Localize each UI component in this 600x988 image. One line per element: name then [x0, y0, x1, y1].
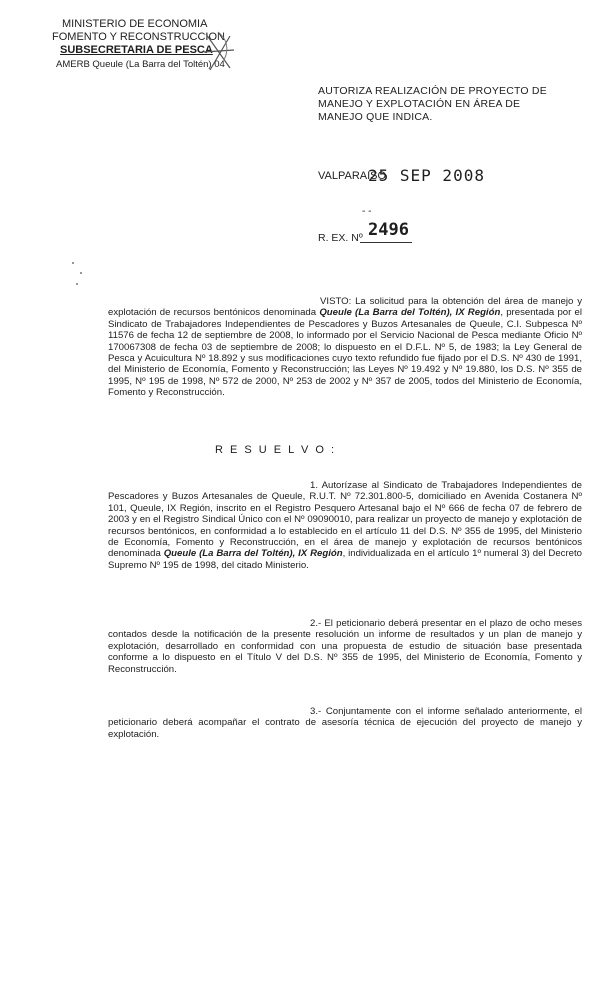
resolution-subject: AUTORIZA REALIZACIÓN DE PROYECTO DE MANEJO Y EXPLOTACIÓN EN ÁREA DE MANEJO QUE INDICA. [318, 85, 547, 123]
rex-label: R. EX. Nº [318, 232, 363, 244]
visto-label: VISTO: [320, 296, 352, 307]
scan-speck [76, 283, 78, 285]
article-2-text: El peticionario deberá presentar en el plazo de ocho meses contados desde la notificación de la presente resolución un informe de resultados y un plan de manejo y explotación, desarrollado en conformidad con una propuesta de estudio de situación base presentada conforme a lo dispuesto en el Título V del D.S. Nº 355 de 1995, del Ministerio de Economía, Fomento y Reconstrucción. [108, 618, 582, 675]
amerb-reference: AMERB Queule (La Barra del Toltén) 04 [56, 59, 225, 70]
resuelvo-heading: R E S U E L V O : [215, 444, 337, 456]
rex-underline [360, 242, 412, 243]
article-2-number: 2.- [310, 618, 322, 629]
ministry-line-2: FOMENTO Y RECONSTRUCCION [52, 31, 225, 43]
article-3-number: 3.- [310, 706, 322, 717]
ministry-line-1: MINISTERIO DE ECONOMIA [62, 18, 208, 30]
article-1-text-1: Autorízase al Sindicato de Trabajadores Independientes de Pescadores y Buzos Artesanales de Queule, R.U.T. Nº 72.301.800-5, domiciliado en Avenida Costanera Nº 101, Queule, IX Región, inscrito en el Registro Pesquero Artesanal bajo el Nº 666 de fecha 07 de febrero de 2003 y en el Registro Sindical Único con el Nº 09090010, para realizar un proyecto de manejo y explotación de recursos bentónicos, en conformidad a lo establecido en el artículo 11 del D.S. Nº 355 de 1995, del Ministerio de Economía, Fomento y Reconstrucción, en el área de manejo y explotación de recursos bentónicos denominada [108, 480, 582, 560]
place-label: VALPARAISO [318, 170, 387, 182]
article-1-number: 1. [310, 480, 319, 491]
article-2 [108, 618, 582, 675]
article-3-text: Conjuntamente con el informe señalado anteriormente, el peticionario deberá acompañar el contrato de asesoría técnica de ejecución del proyecto de manejo y explotación. [108, 706, 582, 740]
ministry-stamp-icon [200, 30, 238, 74]
scan-speck [80, 272, 82, 274]
article-1-text-2: , individualizada en el artículo 1º numeral 3) del Decreto Supremo Nº 195 de 1998, del citado Ministerio. [108, 548, 582, 571]
visto-text-1: La solicitud para la obtención del área de manejo y explotación de recursos bentónicos denominada [108, 296, 582, 319]
visto-area-name: Queule (La Barra del Toltén), IX Región [319, 307, 501, 319]
subsecretaria-line: SUBSECRETARIA DE PESCA [60, 44, 213, 56]
resolution-date: 25 SEP 2008 [368, 166, 485, 185]
dash-mark: - - [362, 206, 372, 217]
visto-paragraph [108, 296, 582, 399]
article-1 [108, 480, 582, 571]
article-3 [108, 706, 582, 740]
visto-text-2: , presentada por el Sindicato de Trabajadores Independientes de Pescadores y Buzos Artesanales de Queule, C.I. Subpesca Nº 11576 de fecha 12 de septiembre de 2008, lo informado por el Servicio Nacional de Pesca mediante Oficio Nº 170067308 de fecha 03 de septiembre de 2008; lo dispuesto en el D.F.L. Nº 5, de 1983; la Ley General de Pesca y Acuicultura Nº 18.892 y sus modificaciones cuyo texto refundido fue fijado por el D.S. Nº 430 de 1991, del Ministerio de Economía, Fomento y Reconstrucción; las Leyes Nº 19.492 y Nº 19.880, los D.S. Nº 355 de 1995, Nº 195 de 1998, Nº 572 de 2000, Nº 253 de 2002 y Nº 357 de 2005, todos del Ministerio de Economía, Fomento y Reconstrucción. [108, 307, 582, 399]
scan-speck [72, 262, 74, 264]
rex-number: 2496 [368, 220, 409, 240]
article-1-area-name: Queule (La Barra del Toltén), IX Región [163, 548, 343, 560]
